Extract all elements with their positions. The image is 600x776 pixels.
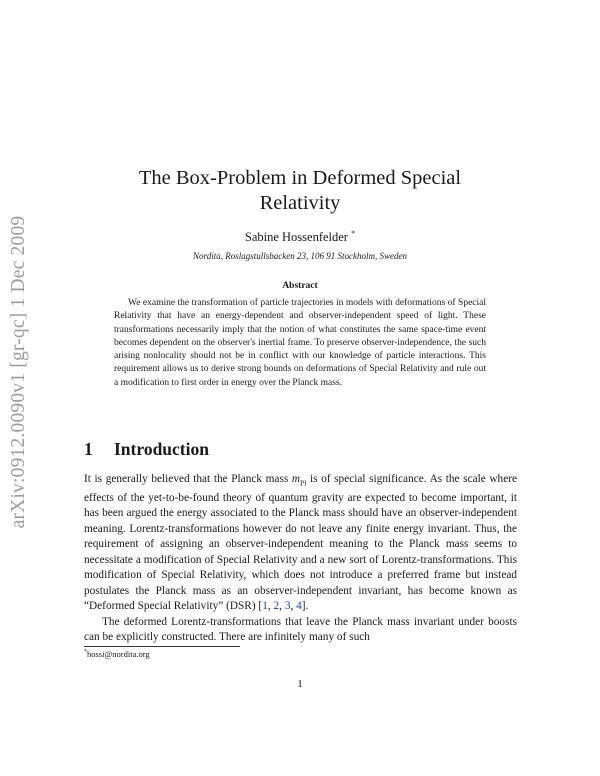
paragraph-1: It is generally believed that the Planck mass $m_{Pl}$ is of special significance. As the scale where effects of the yet-to-be-found theory of quantum gravity are expected to become important, it has been argued the energy associated to the Planck mass should have an observer-independent meaning. Lorentz-transformations however do not leave any finite energy invariant. Thus, the requirement of assigning an observer-independent meaning to the Planck mass seems to necessitate a modification of Special Relativity and a new sort of Lorentz-transformations. This modification of Special Relativity, which does not introduce a preferred frame but instead postulates the Planck mass as an observer-independent invariant, has become known as “Deformed Special Relativity” (DSR) [1, 2, 3, 4]. — [84, 473, 517, 613]
abstract-heading: Abstract — [282, 281, 318, 291]
author-footnote-mark[interactable]: * — [351, 229, 356, 238]
footnote-email[interactable]: hossi@nordita.org — [87, 649, 150, 659]
abstract-body — [114, 297, 486, 390]
paragraph-2: The deformed Lorentz-transformations that leave the Planck mass invariant under boosts can be explicitly constructed. There are infinitely many of such — [84, 615, 517, 644]
planck-mass-subscript: Pl — [300, 478, 307, 488]
author-line — [100, 229, 500, 245]
citation-link-3[interactable]: 3 — [284, 600, 291, 613]
introduction-body — [84, 472, 517, 646]
planck-mass-symbol — [291, 473, 307, 488]
author-affiliation: Nordita, Roslagstullsbacken 23, 106 91 Stockholm, Sweden — [193, 251, 407, 261]
title-line-1: The Box-Problem in Deformed Special — [138, 167, 462, 189]
citation-link-4[interactable]: 4 — [296, 600, 302, 613]
section-number: 1 — [84, 439, 93, 459]
author-name: Sabine Hossenfelder — [244, 230, 348, 245]
page-number: 1 — [297, 678, 303, 690]
footnote-divider — [84, 646, 240, 647]
section-title: Introduction — [114, 439, 209, 459]
paragraph-1-part-a: It is generally believed that the Planck mass — [84, 473, 292, 485]
paragraph-1-part-c: ]. — [301, 600, 309, 613]
paragraph-1-part-b: is of special significance. As the scale where effects of the yet-to-be-found theory of quantum gravity are expected to become important, it has been argued the energy associated to the Planck mass should have an observer-independent meaning. Lorentz-transformations however do not leave any finite energy invariant. Thus, the requirement of assigning an observer-independent meaning to the Planck mass seems to necessitate a modification of Special Relativity and a new sort of Lorentz-transformations. This modification of Special Relativity, which does not introduce a preferred frame but instead postulates the Planck mass as an observer-independent invariant, has become known as “Deformed Special Relativity” (DSR) [ — [84, 473, 517, 613]
arxiv-identifier-stamp — [4, 198, 34, 546]
footnote-mark: * — [84, 649, 87, 656]
planck-mass-base: m — [291, 473, 301, 485]
abstract-text: We examine the transformation of particle trajectories in models with deformations of Special Relativity that have an energy-dependent and observer-independent speed of light. These transformations necessarily imply that the notion of what constitutes the same space-time event becomes dependent on the observer's inertial frame. To preserve observer-independence, the such arising nonlocality should not be in conflict with our knowledge of particle interactions. This requirement allows us to derive strong bounds on deformations of Special Relativity and rule out a modification to first order in energy over the Planck mass. — [114, 298, 486, 388]
arxiv-identifier-text: arXiv:0912.0090v1 [gr-qc] 1 Dec 2009 — [8, 215, 29, 529]
title-line-2: Relativity — [259, 192, 341, 214]
section-heading-introduction — [84, 439, 209, 460]
paper-title — [100, 166, 500, 216]
citation-link-2[interactable]: 2 — [273, 600, 280, 613]
footnote — [84, 649, 150, 659]
citation-link-1[interactable]: 1 — [262, 600, 268, 613]
